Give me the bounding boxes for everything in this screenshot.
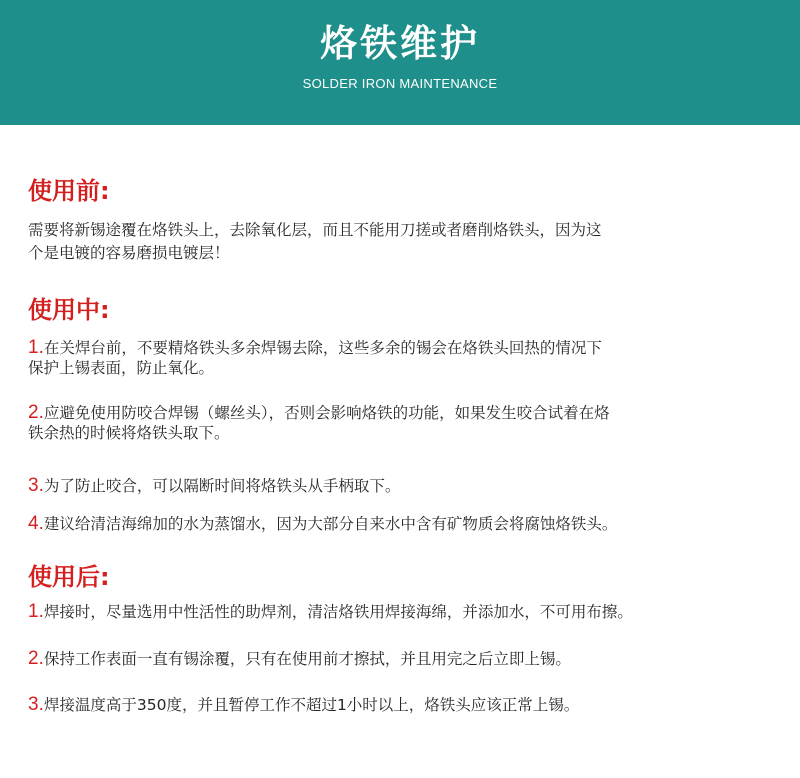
- page-title: 烙铁维护: [320, 22, 480, 65]
- list-item: [28, 338, 798, 378]
- item-number: 1.: [28, 601, 44, 622]
- list-item: [28, 695, 798, 715]
- item-text: 应避免使用防咬合焊锡（螺丝头），否则会影响烙铁的功能，如果发生咬合试着在烙: [43, 404, 610, 422]
- item-text: 建议给清洁海绵加的水为蒸馏水，因为大部分自来水中含有矿物质会将腐蚀烙铁头。: [43, 515, 618, 533]
- item-text: 焊接时，尽量选用中性活性的助焊剂，清洁烙铁用焊接海绵，并添加水，不可用布擦。: [43, 603, 633, 621]
- paragraph-line: 需要将新锡途覆在烙铁头上，去除氧化层，而且不能用刀搓或者磨削烙铁头，因为这: [28, 221, 602, 239]
- list-item-line: [28, 403, 798, 423]
- item-number: 3.: [28, 475, 44, 496]
- list-item-line: [28, 476, 798, 496]
- list-item: [28, 403, 798, 443]
- list-item-line: 铁余热的时候将烙铁头取下。: [28, 424, 230, 442]
- item-text: 为了防止咬合，可以隔断时间将烙铁头从手柄取下。: [43, 477, 401, 495]
- paragraph-line: 个是电镀的容易磨损电镀层！: [28, 244, 230, 262]
- item-number: 4.: [28, 513, 44, 534]
- list-item: [28, 476, 798, 496]
- item-text: 焊接温度高于350度，并且暂停工作不超过1小时以上，烙铁头应该正常上锡。: [43, 696, 580, 714]
- list-item-line: [28, 649, 798, 669]
- item-number: 1.: [28, 337, 44, 358]
- list-item: [28, 649, 798, 669]
- page-subtitle: SOLDER IRON MAINTENANCE: [302, 76, 498, 91]
- item-number: 3.: [28, 694, 44, 715]
- header-banner: [0, 0, 800, 125]
- list-item-line: 保护上锡表面，防止氧化。: [28, 359, 215, 377]
- before-use-paragraph: [28, 219, 798, 265]
- section-heading-after-use: 使用后:: [28, 563, 110, 591]
- section-heading-during-use: 使用中:: [28, 296, 110, 324]
- list-item-line: [28, 695, 798, 715]
- item-number: 2.: [28, 402, 44, 423]
- list-item-line: [28, 514, 798, 534]
- list-item: [28, 602, 798, 622]
- item-text: 在关焊台前，不要精烙铁头多余焊锡去除，这些多余的锡会在烙铁头回热的情况下: [43, 339, 602, 357]
- item-text: 保持工作表面一直有锡涂覆，只有在使用前才擦拭，并且用完之后立即上锡。: [43, 650, 571, 668]
- list-item: [28, 514, 798, 534]
- list-item-line: [28, 602, 798, 622]
- item-number: 2.: [28, 648, 44, 669]
- section-heading-before-use: 使用前:: [28, 177, 110, 205]
- list-item-line: [28, 338, 798, 358]
